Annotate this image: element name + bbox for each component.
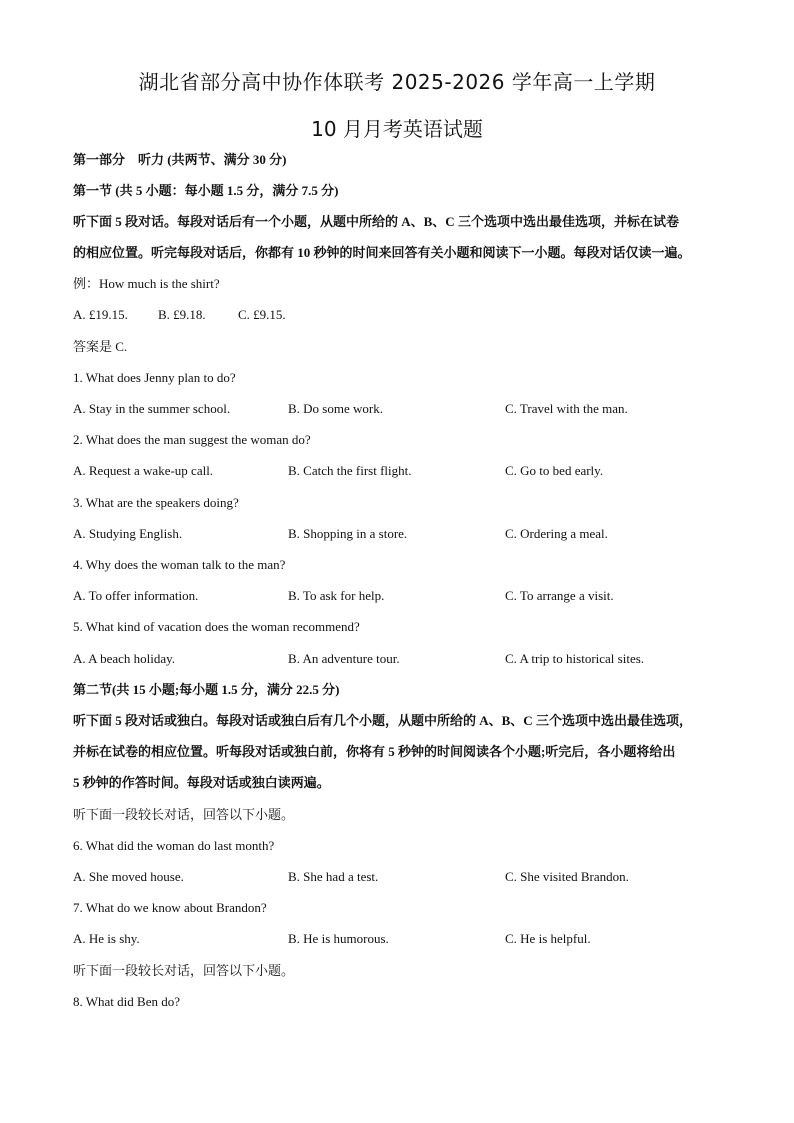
q3-option-c: C. Ordering a meal. bbox=[505, 526, 608, 541]
q5-option-c: C. A trip to historical sites. bbox=[505, 651, 645, 666]
example-option-c: C. £9.15. bbox=[238, 307, 286, 322]
question-4: 4. Why does the woman talk to the man? bbox=[73, 557, 286, 572]
q2-option-a: A. Request a wake-up call. bbox=[73, 463, 214, 478]
question-3: 3. What are the speakers doing? bbox=[73, 495, 239, 510]
q6-option-a: A. She moved house. bbox=[73, 869, 184, 884]
q1-option-c: C. Travel with the man. bbox=[505, 401, 628, 416]
q3-option-b: B. Shopping in a store. bbox=[288, 526, 408, 541]
example-question: 例：How much is the shirt? bbox=[73, 276, 220, 291]
q5-option-a: A. A beach holiday. bbox=[73, 651, 176, 666]
section1-heading: 第一节 (共 5 小题：每小题 1.5 分，满分 7.5 分) bbox=[73, 183, 339, 198]
question-8: 8. What did Ben do? bbox=[73, 994, 180, 1009]
q1-option-b: B. Do some work. bbox=[288, 401, 383, 416]
question-5: 5. What kind of vacation does the woman recommend? bbox=[73, 619, 360, 634]
section2-heading: 第二节(共 15 小题;每小题 1.5 分，满分 22.5 分) bbox=[73, 682, 340, 697]
question-2: 2. What does the man suggest the woman do? bbox=[73, 432, 311, 447]
example-answer: 答案是 C. bbox=[73, 339, 128, 354]
q2-option-c: C. Go to bed early. bbox=[505, 463, 604, 478]
section1-instructions-line1: 听下面 5 段对话。每段对话后有一个小题，从题中所给的 A、B、C 三个选项中选出最佳选项，并标在试卷 bbox=[73, 214, 679, 229]
question-1: 1. What does Jenny plan to do? bbox=[73, 370, 236, 385]
section2-instructions-line1: 听下面 5 段对话或独白。每段对话或独白后有几个小题，从题中所给的 A、B、C 三个选项中选出最佳选项， bbox=[73, 713, 692, 728]
q7-option-b: B. He is humorous. bbox=[288, 931, 389, 946]
question-6: 6. What did the woman do last month? bbox=[73, 838, 275, 853]
section1-instructions-line2: 的相应位置。听完每段对话后，你都有 10 秒钟的时间来回答有关小题和阅读下一小题。每段对话仅读一遍。 bbox=[73, 245, 691, 260]
exam-title-line2: 10 月月考英语试题 bbox=[311, 117, 483, 141]
example-option-b: B. £9.18. bbox=[158, 307, 206, 322]
dialogue-intro-1: 听下面一段较长对话，回答以下小题。 bbox=[73, 807, 295, 822]
q7-option-a: A. He is shy. bbox=[73, 931, 140, 946]
q4-option-b: B. To ask for help. bbox=[288, 588, 385, 603]
q7-option-c: C. He is helpful. bbox=[505, 931, 591, 946]
q1-option-a: A. Stay in the summer school. bbox=[73, 401, 231, 416]
q4-option-a: A. To offer information. bbox=[73, 588, 199, 603]
q6-option-c: C. She visited Brandon. bbox=[505, 869, 629, 884]
section2-instructions-line2: 并标在试卷的相应位置。听每段对话或独白前，你将有 5 秒钟的时间阅读各个小题;听完后，各小题将给出 bbox=[73, 744, 676, 759]
q4-option-c: C. To arrange a visit. bbox=[505, 588, 614, 603]
q6-option-b: B. She had a test. bbox=[288, 869, 379, 884]
example-option-a: A. £19.15. bbox=[73, 307, 128, 322]
q2-option-b: B. Catch the first flight. bbox=[288, 463, 412, 478]
exam-title-line1: 湖北省部分高中协作体联考 2025-2026 学年高一上学期 bbox=[138, 70, 656, 94]
question-7: 7. What do we know about Brandon? bbox=[73, 900, 267, 915]
part1-heading: 第一部分 听力 (共两节、满分 30 分) bbox=[73, 152, 287, 167]
q3-option-a: A. Studying English. bbox=[73, 526, 183, 541]
section2-instructions-line3: 5 秒钟的作答时间。每段对话或独白读两遍。 bbox=[73, 775, 330, 790]
dialogue-intro-2: 听下面一段较长对话，回答以下小题。 bbox=[73, 963, 295, 978]
q5-option-b: B. An adventure tour. bbox=[288, 651, 400, 666]
